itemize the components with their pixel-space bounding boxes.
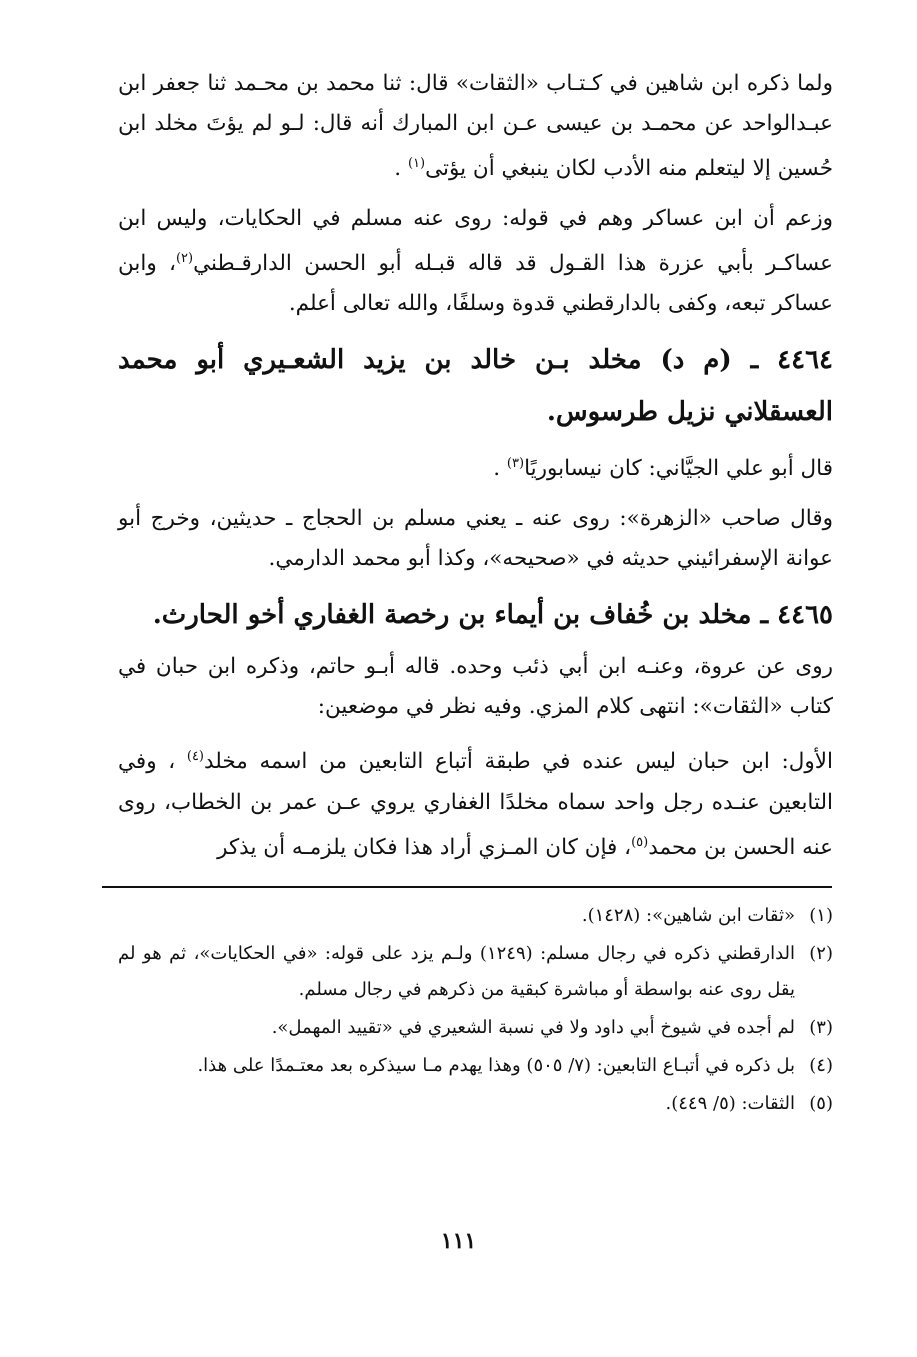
footnote-number: (٤): [809, 1055, 833, 1076]
footnote-ref-3[interactable]: (٣): [506, 456, 525, 472]
paragraph-zahra: وقال صاحب «الزهرة»: روى عنه ـ يعني مسلم بن الحجاج ـ حديثين، وخرج أبو عوانة الإسفرائيني حديثه في «صحيحه»، وكذا أبو محمد الدارمي.: [118, 506, 833, 572]
footnote-number: (١): [809, 905, 833, 926]
paragraph-end: .: [394, 156, 408, 182]
paragraph-ibn-shahin: [118, 64, 833, 189]
footnote-item: [118, 898, 833, 934]
paragraph-text: قال أبو علي الجيَّاني: كان نيسابوريًا: [524, 456, 833, 482]
footnote-text: لم أجده في شيوخ أبي داود ولا في نسبة الشعيري في «تقييد المهمل».: [271, 1017, 795, 1038]
paragraph-end: .: [493, 456, 507, 482]
entry-title-4464: ٤٤٦٤ ـ (م د) مخلد بـن خالد بن يزيد الشعـيري أبو محمد العسقلاني نزيل طرسوس.: [118, 345, 833, 428]
footnote-item: [118, 1086, 833, 1122]
paragraph-first-point: [118, 737, 833, 867]
paragraph-text: الأول: ابن حبان ليس عنده في طبقة أتباع التابعين من اسمه مخلد: [204, 749, 833, 775]
paragraph-text: ، فإن كان المـزي أراد هذا فكان يلزمـه أن يذكر: [217, 834, 632, 860]
page-number: ١١١: [440, 1228, 477, 1254]
paragraph-urwa: روى عن عروة، وعنـه ابن أبي ذئب وحده. قاله أبـو حاتم، وذكره ابن حبان في كتاب «الثقات»: انتهى كلام المزي. وفيه نظر في موضعين:: [118, 654, 833, 720]
footnote-ref-5[interactable]: (٥): [631, 834, 649, 850]
paragraph-ibn-asakir: [118, 199, 833, 324]
footnote-text: الثقات: (٥/ ٤٤٩).: [665, 1093, 795, 1114]
paragraph-text: ولما ذكره ابن شاهين في كـتـاب «الثقات» قال: ثنا محمد بن محـمد ثنا جعفر ابن عبـدالواحد عن محمـد بن عيسى عـن ابن المبارك أنه قال: لـو لم يؤتَ مخلد ابن حُسين إلا ليتعلم منه الأدب لكان ينبغي أن يؤتى: [118, 71, 833, 182]
footnote-ref-4[interactable]: (٤): [186, 749, 204, 765]
paragraph-text: وزعم أن ابن عساكر وهم في قوله: روى عنه مسلم في الحكايات، وليس ابن عساكـر بأبي عزرة هذا القـول قد قاله قبـله أبو الحسن الدارقـطني: [118, 206, 834, 277]
entry-title-4465: ٤٤٦٥ ـ مخلد بن خُفاف بن أيماء بن رخصة الغفاري أخو الحارث.: [152, 600, 833, 631]
footnote-number: (٢): [809, 943, 833, 964]
footnotes: [118, 898, 833, 1124]
footnote-item: [118, 1048, 833, 1084]
footnote-text: الدارقطني ذكره في رجال مسلم: (١٢٤٩) ولـم يزد على قوله: «في الحكايات»، ثم هو لم يقل روى عنه بواسطة أو مباشرة كبقية من ذكرهم في رجال مسلم.: [118, 943, 796, 1000]
footnote-ref-1[interactable]: (١): [407, 156, 426, 171]
paragraph-jayyani: [118, 444, 833, 489]
paragraph-text: ، وابن عساكر تبعه، وكفى بالدارقطني قدوة وسلفًا، والله تعالى أعلم.: [118, 251, 833, 317]
footnote-item: [118, 936, 833, 1008]
footnote-number: (٣): [809, 1017, 833, 1038]
footnote-divider: [102, 886, 832, 888]
footnote-text: «ثقات ابن شاهين»: (١٤٢٨).: [581, 905, 795, 926]
footnote-ref-2[interactable]: (٢): [175, 251, 194, 267]
footnote-item: [118, 1010, 833, 1046]
paragraph-text: ، وفي التابعين عنـده رجل واحد سماه مخلدًا الغفاري يروي عـن عمر بن الخطاب، روى عنه الحسن بن محمد: [118, 749, 833, 860]
footnote-number: (٥): [809, 1093, 833, 1114]
footnote-text: بل ذكره في أتبـاع التابعين: (٧/ ٥٠٥) وهذا يهدم مـا سيذكره بعد معتـمدًا على هذا.: [197, 1055, 795, 1076]
